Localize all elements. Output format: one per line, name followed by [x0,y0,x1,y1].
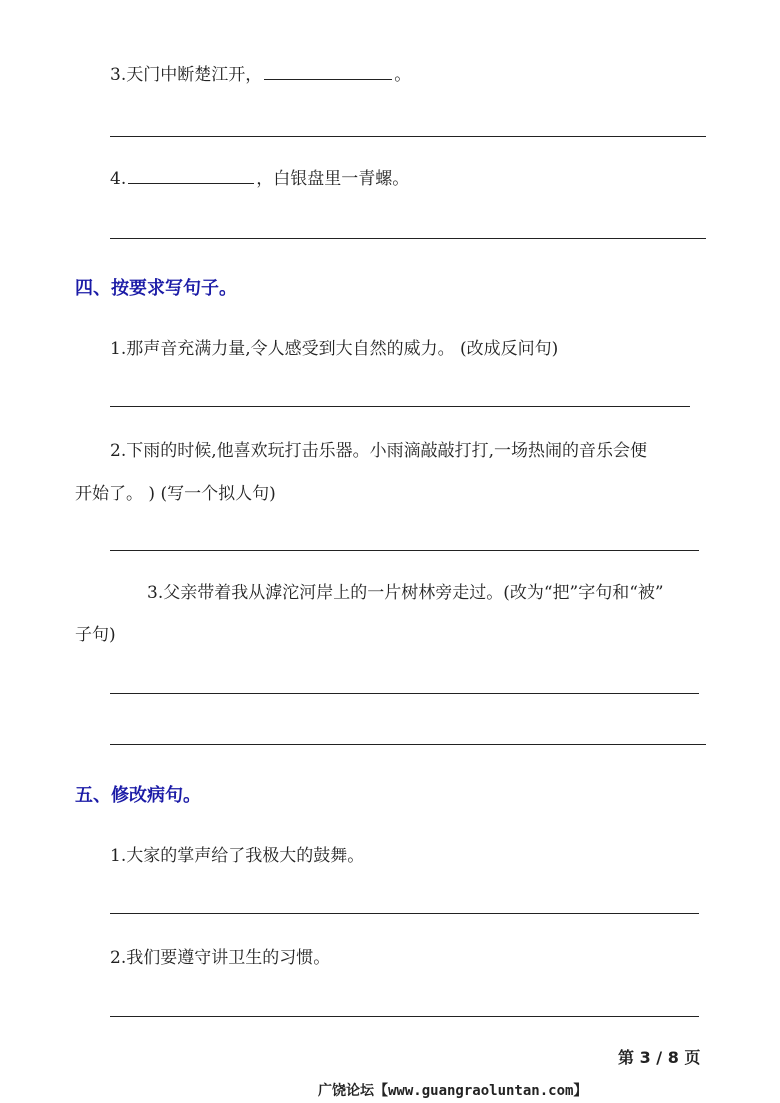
answer-line[interactable] [110,913,699,914]
poem-item-4 [110,167,409,191]
s4-question-3-line1: 3.父亲带着我从滹沱河岸上的一片树林旁走过。(改为“把”字句和“被” [147,583,664,603]
answer-line[interactable] [110,693,699,694]
s5-question-2: 2.我们要遵守讲卫生的习惯。 [110,948,331,968]
answer-line[interactable] [110,238,706,239]
answer-line[interactable] [110,550,699,551]
s4-question-2-line2: 开始了。 ) (写一个拟人句) [75,484,276,504]
section-5-heading: 五、修改病句。 [75,785,201,806]
poem-item-4-text: ，白银盘里一青螺。 [256,169,410,189]
s4-question-3-line2: 子句) [75,625,116,645]
s4-question-2-line1: 2.下雨的时候,他喜欢玩打击乐器。小雨滴敲敲打打,一场热闹的音乐会便 [110,441,648,461]
s4-question-1: 1.那声音充满力量,令人感受到大自然的威力。 (改成反问句) [110,339,559,359]
answer-line[interactable] [110,1016,699,1017]
section-4-heading: 四、按要求写句子。 [75,278,237,299]
site-footer: 广饶论坛【www.guangraoluntan.com】 [318,1083,588,1099]
answer-blank[interactable] [264,63,392,80]
poem-item-4-num: 4. [110,169,127,189]
answer-blank[interactable] [128,167,254,184]
poem-item-3-end: 。 [394,65,412,85]
page-number: 第 3 / 8 页 [618,1048,701,1067]
poem-item-3-text: 3.天门中断楚江开， [110,65,263,85]
poem-item-3 [110,63,411,87]
answer-line[interactable] [110,406,690,407]
s5-question-1: 1.大家的掌声给了我极大的鼓舞。 [110,846,365,866]
answer-line[interactable] [110,744,706,745]
answer-line[interactable] [110,136,706,137]
